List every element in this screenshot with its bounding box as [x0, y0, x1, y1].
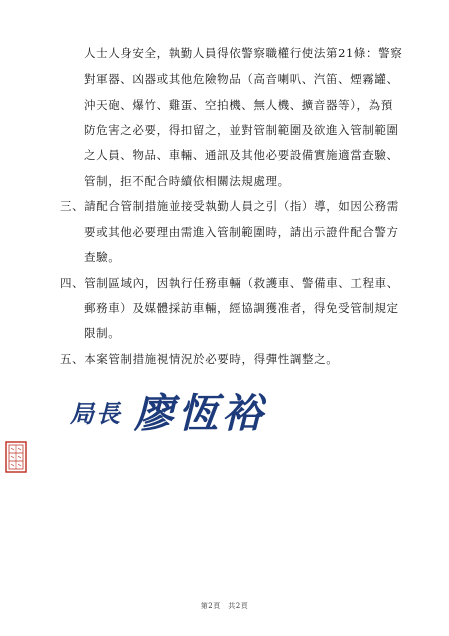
- body-line: 對軍器、凶器或其他危險物品（高音喇叭、汽笛、煙霧罐、: [84, 72, 399, 86]
- item-five-line: 五、本案管制措施視情況於必要時，得彈性調整之。: [60, 352, 339, 366]
- page-number-footer: 第2頁 共2頁: [200, 602, 249, 610]
- body-line: 要或其他必要理由需進入管制範圍時，請出示證件配合警方: [84, 225, 399, 239]
- director-signature: [70, 380, 290, 440]
- signature-name: 廖恆裕: [134, 390, 266, 437]
- body-line: 郵務車）及媒體採訪車輛，經協調獲准者，得免受管制規定: [84, 301, 399, 315]
- body-line: 之人員、物品、車輛、通訊及其他必要設備實施適當查驗、: [84, 148, 399, 162]
- body-line: 人士人身安全，執勤人員得依警察職權行使法第21條：警察: [84, 46, 403, 60]
- body-line: 查驗。: [84, 250, 121, 264]
- official-seal-icon: [4, 440, 28, 474]
- body-line: 管制，拒不配合時續依相關法規處理。: [84, 174, 290, 188]
- body-line: 限制。: [84, 326, 121, 340]
- body-line: 防危害之必要，得扣留之，並對管制範圍及欲進入管制範圍: [84, 123, 399, 137]
- signature-title: 局長: [70, 399, 122, 428]
- body-line: 沖天砲、爆竹、雞蛋、空拍機、無人機、擴音器等），為預: [84, 98, 393, 112]
- item-three-line: 三、請配合管制措施並接受執勤人員之引（指）導，如因公務需: [60, 199, 399, 213]
- item-four-line: 四、管制區域內，因執行任務車輛（救護車、警備車、工程車、: [60, 276, 399, 290]
